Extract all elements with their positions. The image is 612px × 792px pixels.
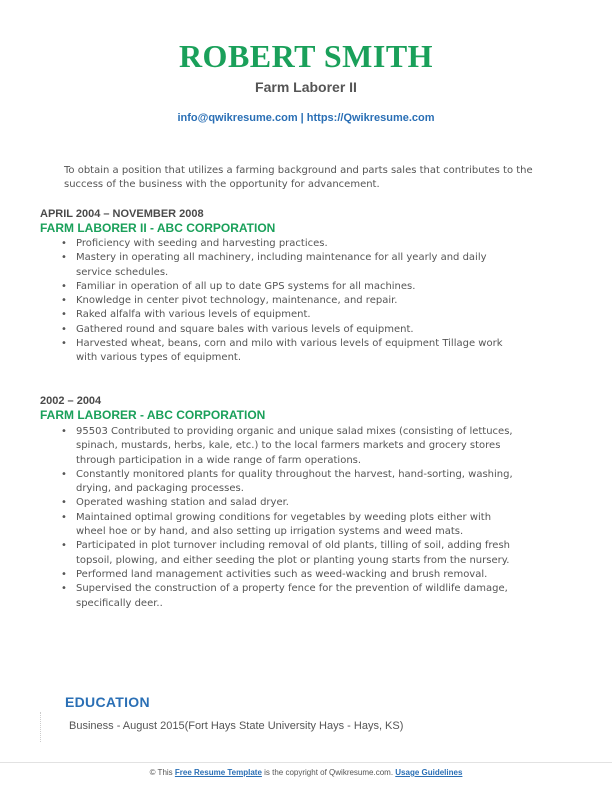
- objective-summary: To obtain a position that utilizes a farming background and parts sales that contributes to the success of the business with the opportunity for advancement.: [64, 165, 533, 190]
- list-item: • Raked alfalfa with various levels of equipment.: [40, 308, 520, 322]
- education-divider: [40, 712, 41, 742]
- list-item: • Participated in plot turnover including removal of old plants, tilling of soil, adding fresh topsoil, plowing, and either seeding the plot or planting young starts from the nursery.: [40, 539, 520, 568]
- list-item: • Mastery in operating all machinery, including maintenance for all yearly and daily service schedules.: [40, 251, 520, 280]
- usage-guidelines-link[interactable]: Usage Guidelines: [395, 768, 463, 777]
- list-item: • Maintained optimal growing conditions for vegetables by weeding plots either with wheel hoe or by hand, and also setting up irrigation systems and weed mats.: [40, 511, 520, 540]
- footer-divider: [0, 762, 612, 763]
- list-item: • Familiar in operation of all up to date GPS systems for all machines.: [40, 280, 520, 294]
- list-item: • Supervised the construction of a property fence for the prevention of wildlife damage, specifically deer..: [40, 582, 520, 611]
- footer-copyright: is the copyright of Qwikresume.com.: [261, 768, 396, 777]
- job-position: FARM LABORER II - ABC CORPORATION: [40, 221, 276, 235]
- list-item: • Knowledge in center pivot technology, maintenance, and repair.: [40, 294, 520, 308]
- footer: [0, 768, 612, 777]
- job-title-heading: Farm Laborer II: [255, 79, 357, 95]
- job-bullet-list: [40, 425, 520, 611]
- job-dates: APRIL 2004 – NOVEMBER 2008: [40, 208, 204, 220]
- job-dates: 2002 – 2004: [40, 395, 102, 407]
- list-item: • Operated washing station and salad dryer.: [40, 496, 520, 510]
- free-resume-template-link[interactable]: Free Resume Template: [174, 768, 262, 777]
- education-item: Business - August 2015(Fort Hays State University Hays - Hays, KS): [69, 720, 404, 732]
- footer-prefix: © This: [149, 768, 175, 777]
- education-heading: EDUCATION: [65, 694, 150, 710]
- job-bullet-list: [40, 237, 520, 366]
- job-position: FARM LABORER - ABC CORPORATION: [40, 408, 266, 422]
- list-item: • Proficiency with seeding and harvesting practices.: [40, 237, 520, 251]
- list-item: • Gathered round and square bales with various levels of equipment.: [40, 323, 520, 337]
- list-item: • Harvested wheat, beans, corn and milo with various levels of equipment Tillage work with various types of equipment.: [40, 337, 520, 366]
- list-item: • Constantly monitored plants for quality throughout the harvest, hand-sorting, washing, drying, and packaging processes.: [40, 468, 520, 497]
- list-item: • 95503 Contributed to providing organic and unique salad mixes (consisting of lettuces, spinach, mustards, herbs, kale, etc.) to the local farmers markets and grocery stores through participation in a wide range of farm operations.: [40, 425, 520, 468]
- list-item: • Performed land management activities such as weed-wacking and brush removal.: [40, 568, 520, 582]
- contact-info[interactable]: info@qwikresume.com | https://Qwikresume.com: [177, 112, 435, 124]
- candidate-name: ROBERT SMITH: [178, 38, 434, 74]
